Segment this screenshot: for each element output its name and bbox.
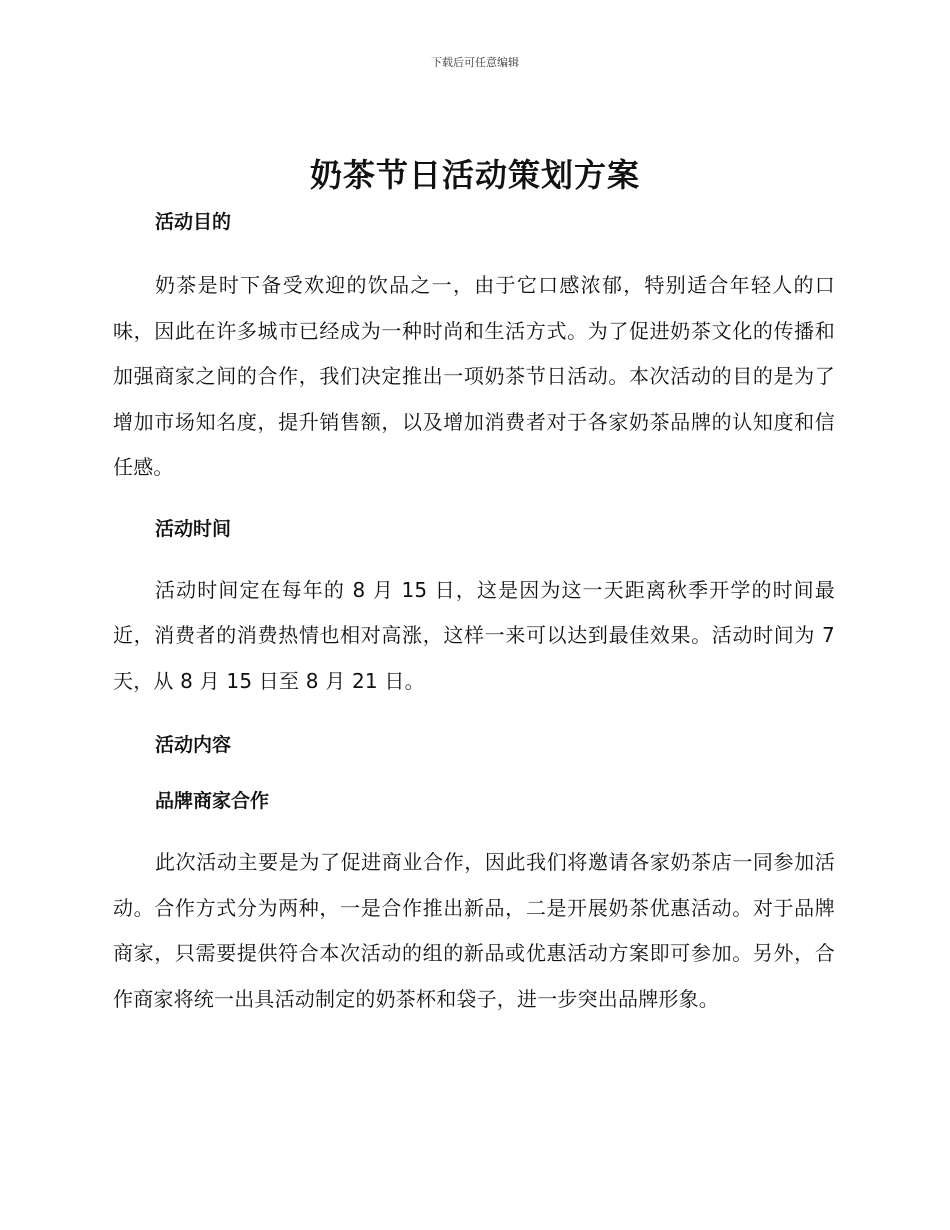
document-body — [113, 207, 835, 1022]
paragraph-purpose: 奶茶是时下备受欢迎的饮品之一，由于它口感浓郁，特别适合年轻人的口味，因此在许多城市已经成为一种时尚和生活方式。为了促进奶茶文化的传播和加强商家之间的合作，我们决定推出一项奶茶节日活动。本次活动的目的是为了增加市场知名度，提升销售额，以及增加消费者对于各家奶茶品牌的认知度和信任感。 — [113, 273, 835, 479]
section-heading-purpose: 活动目的 — [155, 211, 232, 233]
paragraph-brand: 此次活动主要是为了促进商业合作，因此我们将邀请各家奶茶店一同参加活动。合作方式分为两种，一是合作推出新品，二是开展奶茶优惠活动。对于品牌商家，只需要提供符合本次活动的组的新品或优惠活动方案即可参加。另外，合作商家将统一出具活动制定的奶茶杯和袋子，进一步突出品牌形象。 — [113, 850, 835, 1011]
document-title: 奶茶节日活动策划方案 — [309, 156, 640, 194]
section-heading-time: 活动时间 — [155, 517, 232, 540]
subsection-heading-brand: 品牌商家合作 — [155, 790, 270, 812]
header-note: 下载后可任意编辑 — [431, 56, 519, 69]
paragraph-time: 活动时间定在每年的 8 月 15 日，这是因为这一天距离秋季开学的时间最近，消费者的消费热情也相对高涨，这样一来可以达到最佳效果。活动时间为 7 天，从 8 月 15 日至 8 月 21 日。 — [113, 577, 835, 693]
section-heading-content: 活动内容 — [155, 734, 232, 756]
